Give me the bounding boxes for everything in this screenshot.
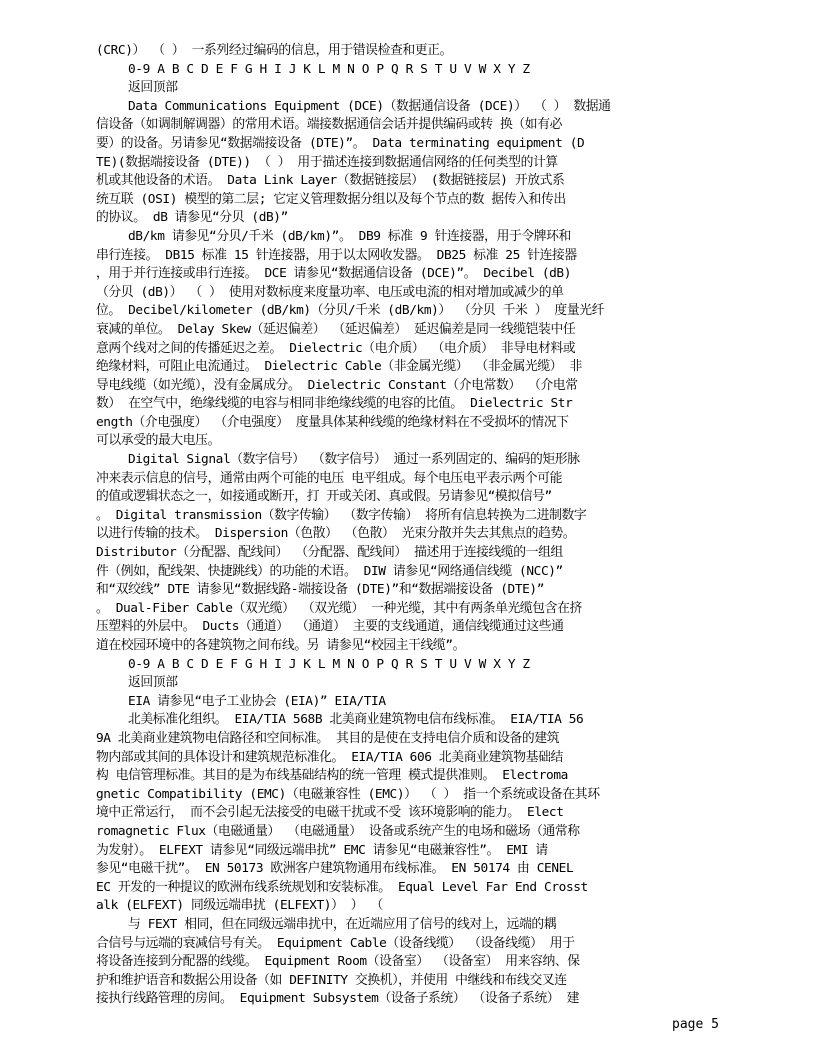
back-to-top-link[interactable]: 返回顶部 — [128, 80, 178, 96]
text-line: 合信号与远端的衰减信号有关。 Equipment Cable（设备线缆） （设备线缆） 用于 — [96, 935, 575, 951]
text-line: 道在校园环境中的各建筑物之间布线。另 请参见“校园主干线缆”。 — [96, 638, 466, 653]
text-line: 位。 Decibel/kilometer (dB/km)（分贝/千米 (dB/km)） （分贝 千米 ） 度量光纤 — [96, 303, 605, 319]
text-line: 意两个线对之间的传播延迟之差。 Dielectric（电介质） （电介质） 非导电材料或 — [96, 340, 576, 356]
text-line: 可以承受的最大电压。 — [96, 433, 220, 449]
text-line: 。 Dual-Fiber Cable（双光缆） （双光缆） 一种光缆，其中有两条单光缆包含在挤 — [96, 600, 582, 616]
text-line: 统互联 (OSI) 模型的第二层; 它定义管理数据分组以及每个节点的数 据传入和传出 — [96, 191, 566, 207]
alphabet-index[interactable]: 0-9 A B C D E F G H I J K L M N O P Q R S T U V W X Y Z — [128, 656, 530, 672]
text-line: Digital Signal（数字信号） （数字信号） 通过一系列固定的、编码的矩形脉 — [128, 452, 580, 468]
text-line: （分贝 (dB)） （ ） 使用对数标度来度量功率、电压或电流的相对增加或减少的单 — [96, 284, 564, 300]
text-line: 。 Digital transmission（数字传输） （数字传输） 将所有信息转换为二进制数字 — [96, 507, 587, 523]
text-line: 物内部或其间的具体设计和建筑规范标准化。 EIA/TIA 606 北美商业建筑物基础结 — [96, 749, 563, 765]
text-line: Distributor（分配器、配线间） （分配器、配线间） 描述用于连接线缆的一组组 — [96, 545, 563, 561]
text-line: 北美标准化组织。 EIA/TIA 568B 北美商业建筑物电信布线标准。 EIA/TIA 56 — [128, 712, 584, 728]
text-line: 构 电信管理标准。其目的是为布线基础结构的统一管理 模式提供准则。 Electroma — [96, 768, 568, 784]
text-line: 衰减的单位。 Delay Skew（延迟偏差） （延迟偏差） 延迟偏差是同一线缆铠装中任 — [96, 321, 576, 337]
text-line: Data Communications Equipment (DCE)（数据通信设备 (DCE)） （ ） 数据通 — [128, 98, 611, 114]
text-line: 件（例如，配线架、快捷跳线）的功能的术语。 DIW 请参见“网络通信线缆 (NCC)” — [96, 563, 563, 579]
text-line: 压塑料的外层中。 Ducts（通道） （通道） 主要的支线通道，通信线缆通过这些通 — [96, 619, 564, 635]
text-line: gnetic Compatibility (EMC)（电磁兼容性 (EMC)） （ ） 指一个系统或设备在其环 — [96, 786, 600, 802]
text-line: 串行连接。 DB15 标准 15 针连接器，用于以太网收发器。 DB25 标准 25 针连接器 — [96, 247, 577, 263]
text-line: 接执行线路管理的房间。 Equipment Subsystem（设备子系统） （设备子系统） 建 — [96, 991, 580, 1007]
text-line: 将设备连接到分配器的线缆。 Equipment Room（设备室） （设备室） 用来容纳、保 — [96, 954, 580, 970]
text-line: (CRC)） （ ） 一系列经过编码的信息，用于错误检查和更正。 — [96, 43, 452, 58]
text-line: ength（介电强度） （介电强度） 度量具体某种线缆的绝缘材料在不受损坏的情况下 — [96, 414, 569, 430]
text-line: dB/km 请参见“分贝/千米 (dB/km)”。 DB9 标准 9 针连接器，用于令牌环和 — [128, 228, 571, 244]
text-line: 冲来表示信息的信号，通常由两个可能的电压 电平组成。每个电压电平表示两个可能 — [96, 470, 562, 486]
text-line: 和“双绞线” DTE 请参见“数据线路-端接设备 (DTE)”和“数据端接设备 (DTE)” — [96, 582, 545, 598]
text-line: alk (ELFEXT) 同级远端串扰 (ELFEXT)） ） （ — [96, 898, 383, 914]
text-line: 要）的设备。另请参见“数据端接设备 (DTE)”。 Data terminating equipment (D — [96, 135, 585, 151]
text-line: 以进行传输的技术。 Dispersion（色散） （色散） 光束分散并失去其焦点的趋势。 — [96, 526, 576, 542]
text-line: EC 开发的一种提议的欧洲布线系统规划和安装标准。 Equal Level Far End Crosst — [96, 879, 588, 895]
text-line: ，用于并行连接或串行连接。 DCE 请参见“数据通信设备 (DCE)”。 Decibel (dB) — [96, 266, 572, 282]
text-line: 与 FEXT 相同，但在同级远端串扰中，在近端应用了信号的线对上，远端的耦 — [128, 916, 557, 932]
text-line: romagnetic Flux（电磁通量） （电磁通量） 设备或系统产生的电场和磁场（通常称 — [96, 823, 580, 839]
text-line: 数） 在空气中，绝缘线缆的电容与相同非绝缘线缆的电容的比值。 Dielectric Str — [96, 396, 573, 412]
alphabet-index[interactable]: 0-9 A B C D E F G H I J K L M N O P Q R S T U V W X Y Z — [128, 61, 530, 77]
document-body — [96, 42, 690, 1009]
page-number: page 5 — [672, 1017, 719, 1032]
text-line: 信设备（如调制解调器）的常用术语。端接数据通信会话并提供编码或转 换（如有必 — [96, 117, 562, 133]
text-line: 境中正常运行， 而不会引起无法接受的电磁干扰或不受 该环境影响的能力。 Elect — [96, 805, 564, 821]
text-line: 的值或逻辑状态之一，如接通或断开，打 开或关闭、真或假。另请参见“模拟信号” — [96, 489, 552, 505]
text-line: 参见“电磁干扰”。 EN 50173 欧洲客户建筑物通用布线标准。 EN 50174 由 CENEL — [96, 861, 574, 877]
text-line: EIA 请参见“电子工业协会 (EIA)” EIA/TIA — [128, 693, 386, 709]
back-to-top-link[interactable]: 返回顶部 — [128, 675, 178, 691]
text-line: 为发射）。 ELFEXT 请参见“同级远端串扰” EMC 请参见“电磁兼容性”。 EMI 请 — [96, 842, 548, 858]
text-line: 导电线缆（如光缆），没有金属成分。 Dielectric Constant（介电常数） （介电常 — [96, 377, 578, 393]
text-line: 机或其他设备的术语。 Data Link Layer（数据链接层） (数据链接层) 开放式系 — [96, 173, 565, 189]
text-line: 护和维护语音和数据公用设备（如 DEFINITY 交换机），并使用 中继线和布线交叉连 — [96, 972, 567, 988]
text-line: 绝缘材料，可阻止电流通过。 Dielectric Cable（非金属光缆） （非金属光缆） 非 — [96, 359, 582, 375]
text-line: 9A 北美商业建筑物电信路径和空间标准。 其目的是使在支持电信介质和设备的建筑 — [96, 730, 560, 746]
text-line: TE)(数据端接设备 (DTE)) （ ） 用于描述连接到数据通信网络的任何类型的计算 — [96, 154, 558, 170]
text-line: 的协议。 dB 请参见“分贝 (dB)” — [96, 210, 288, 226]
